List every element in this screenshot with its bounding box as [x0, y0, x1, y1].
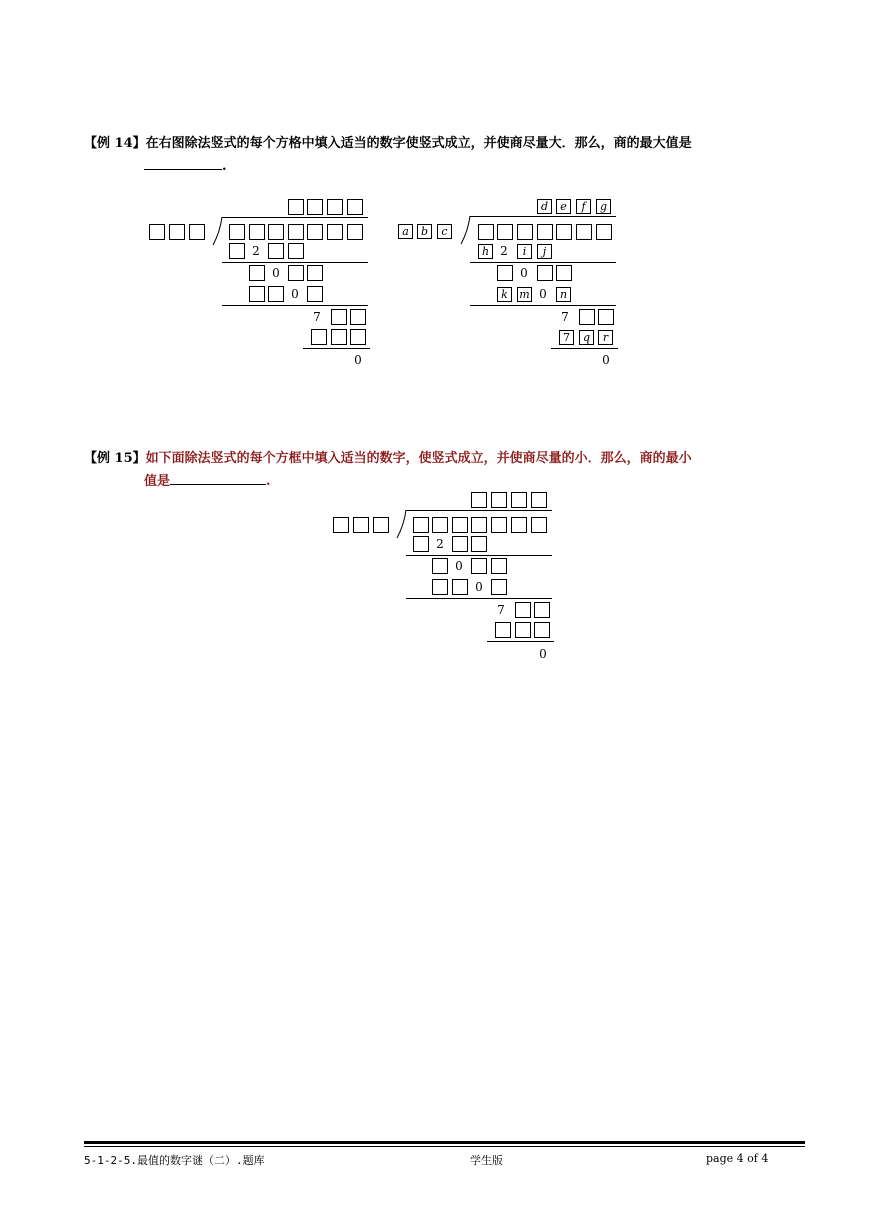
divisor-box[interactable] [149, 224, 165, 240]
problem-14-tag: 【例 14】 [84, 136, 146, 151]
footer-doc-title: 5-1-2-5.最值的数字谜（二）.题库 [84, 1154, 265, 1167]
division-bracket [396, 509, 410, 539]
subtraction-line [470, 305, 616, 306]
remainder-box[interactable] [491, 558, 507, 574]
dividend-box[interactable] [478, 224, 494, 240]
answer-blank-15[interactable] [170, 470, 266, 485]
digit-zero: 0 [475, 580, 483, 594]
division-bracket [460, 215, 474, 245]
dividend-box[interactable] [576, 224, 592, 240]
subtraction-line [470, 262, 616, 263]
problem-15-text2: 值是 [144, 474, 171, 489]
final-zero: 0 [354, 353, 362, 367]
remainder-box[interactable] [471, 558, 487, 574]
footer-rule [84, 1141, 805, 1144]
label-i: i [517, 244, 532, 259]
dividend-box[interactable] [537, 224, 553, 240]
subtraction-line [551, 348, 618, 349]
label-m: m [517, 287, 532, 302]
remainder-box[interactable] [288, 265, 304, 281]
subtraction-line [406, 598, 552, 599]
label-e: e [556, 199, 571, 214]
divisor-box[interactable] [373, 517, 389, 533]
dividend-box[interactable] [596, 224, 612, 240]
subtraction-line [222, 305, 368, 306]
quotient-box[interactable] [471, 492, 487, 508]
division-bracket [212, 216, 226, 246]
problem-15-text: 如下面除法竖式的每个方框中填入适当的数字，使竖式成立，并使商尽量的小．那么，商的最小 [145, 451, 692, 466]
remainder-box[interactable] [432, 558, 448, 574]
final-zero: 0 [539, 647, 547, 661]
problem-14-text: 在右图除法竖式的每个方格中填入适当的数字使竖式成立，并使商尽量大．那么，商的最大值是 [145, 136, 692, 151]
dividend-box[interactable] [471, 517, 487, 533]
digit-zero: 0 [272, 266, 280, 280]
quotient-box[interactable] [511, 492, 527, 508]
quotient-box[interactable] [491, 492, 507, 508]
subtraction-line [487, 641, 554, 642]
label-f: f [576, 199, 591, 214]
dividend-box[interactable] [307, 224, 323, 240]
dividend-box[interactable] [531, 517, 547, 533]
product-box[interactable] [534, 622, 550, 638]
problem-15-tag: 【例 15】 [84, 451, 146, 466]
product-box[interactable] [268, 243, 284, 259]
subtraction-line [303, 348, 370, 349]
product-box[interactable] [515, 622, 531, 638]
problem-14 [84, 133, 804, 178]
problem-15-end: . [266, 474, 271, 489]
label-j: j [537, 244, 552, 259]
remainder-box[interactable] [537, 265, 553, 281]
dividend-box[interactable] [413, 517, 429, 533]
dividend-box[interactable] [517, 224, 533, 240]
digit-two: 2 [436, 537, 444, 551]
dividend-box[interactable] [511, 517, 527, 533]
label-a: a [398, 224, 413, 239]
quotient-box[interactable] [327, 199, 343, 215]
digit-seven: 7 [561, 310, 569, 324]
dividend-box[interactable] [497, 224, 513, 240]
digit-two: 2 [500, 244, 508, 258]
remainder-box[interactable] [515, 602, 531, 618]
final-zero: 0 [602, 353, 610, 367]
product-box[interactable] [350, 329, 366, 345]
remainder-box[interactable] [497, 265, 513, 281]
digit-zero: 0 [455, 559, 463, 573]
divisor-box[interactable] [353, 517, 369, 533]
quotient-box[interactable] [288, 199, 304, 215]
digit-zero: 0 [520, 266, 528, 280]
product-box[interactable] [495, 622, 511, 638]
product-box[interactable] [229, 243, 245, 259]
digit-two: 2 [252, 244, 260, 258]
dividend-box[interactable] [556, 224, 572, 240]
remainder-box[interactable] [579, 309, 595, 325]
remainder-box[interactable] [331, 309, 347, 325]
label-b: b [417, 224, 432, 239]
quotient-box[interactable] [347, 199, 363, 215]
divisor-box[interactable] [189, 224, 205, 240]
product-box[interactable] [311, 329, 327, 345]
digit-seven: 7 [497, 603, 505, 617]
product-box[interactable] [249, 286, 265, 302]
digit-zero: 0 [291, 287, 299, 301]
subtraction-line [406, 555, 552, 556]
remainder-box[interactable] [350, 309, 366, 325]
remainder-box[interactable] [307, 265, 323, 281]
label-h: h [478, 244, 493, 259]
problem-14-end: . [222, 159, 227, 174]
product-box[interactable] [413, 536, 429, 552]
subtraction-line [222, 262, 368, 263]
dividend-box[interactable] [288, 224, 304, 240]
quotient-bar [406, 510, 552, 511]
label-d: d [537, 199, 552, 214]
dividend-box[interactable] [249, 224, 265, 240]
quotient-bar [470, 216, 616, 217]
label-n: n [556, 287, 571, 302]
dividend-box[interactable] [229, 224, 245, 240]
product-box[interactable] [452, 536, 468, 552]
label-q: q [579, 330, 594, 345]
label-seven-box: 7 [559, 330, 574, 345]
dividend-box[interactable] [327, 224, 343, 240]
dividend-box[interactable] [268, 224, 284, 240]
remainder-box[interactable] [249, 265, 265, 281]
product-box[interactable] [331, 329, 347, 345]
footer-page-number: page 4 of 4 [706, 1152, 769, 1165]
digit-seven: 7 [313, 310, 321, 324]
dividend-box[interactable] [452, 517, 468, 533]
product-box[interactable] [307, 286, 323, 302]
product-box[interactable] [491, 579, 507, 595]
dividend-box[interactable] [432, 517, 448, 533]
product-box[interactable] [432, 579, 448, 595]
product-box[interactable] [288, 243, 304, 259]
quotient-box[interactable] [531, 492, 547, 508]
label-g: g [596, 199, 611, 214]
remainder-box[interactable] [598, 309, 614, 325]
footer-rule-thin [84, 1146, 805, 1147]
dividend-box[interactable] [491, 517, 507, 533]
product-box[interactable] [268, 286, 284, 302]
dividend-box[interactable] [347, 224, 363, 240]
label-r: r [598, 330, 613, 345]
divisor-box[interactable] [333, 517, 349, 533]
quotient-bar [222, 217, 368, 218]
divisor-box[interactable] [169, 224, 185, 240]
label-c: c [437, 224, 452, 239]
quotient-box[interactable] [307, 199, 323, 215]
problem-15 [84, 448, 804, 493]
label-k: k [497, 287, 512, 302]
remainder-box[interactable] [556, 265, 572, 281]
answer-blank-14[interactable] [144, 155, 222, 170]
digit-zero: 0 [539, 287, 547, 301]
product-box[interactable] [471, 536, 487, 552]
remainder-box[interactable] [534, 602, 550, 618]
product-box[interactable] [452, 579, 468, 595]
footer-edition: 学生版 [470, 1154, 503, 1167]
